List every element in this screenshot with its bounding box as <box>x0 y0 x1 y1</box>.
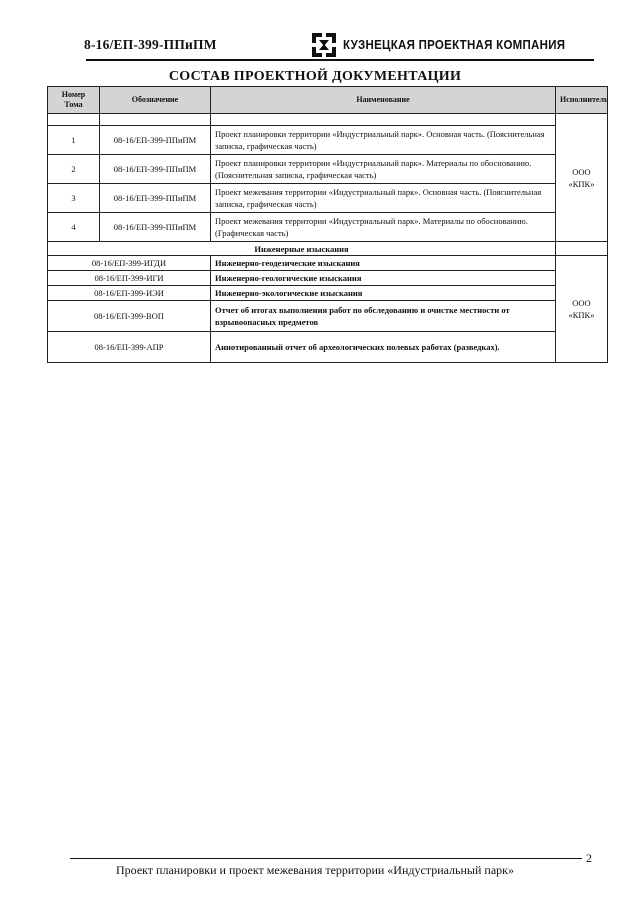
survey-row <box>48 271 608 286</box>
header-volume-number: Номер Тома <box>48 87 100 114</box>
developer-cell: ООО «КПК» <box>556 256 608 363</box>
document-name: Проект планировки территории «Индустриальный парк». Основная часть. (Пояснительная записка, графическая часть) <box>211 126 556 155</box>
volume-number: 1 <box>48 126 100 155</box>
table-row <box>48 213 608 242</box>
company-name: КУЗНЕЦКАЯ ПРОЕКТНАЯ КОМПАНИЯ <box>343 38 566 52</box>
volume-number: 4 <box>48 213 100 242</box>
designation: 08-16/ЕП-399-ППиПМ <box>100 213 211 242</box>
developer-cell: ООО «КПК» <box>556 114 608 242</box>
header-divider <box>86 59 594 61</box>
table-row <box>48 155 608 184</box>
survey-row <box>48 256 608 271</box>
header-developer: Исполнитель <box>556 87 608 114</box>
kpk-logo-icon <box>312 33 336 57</box>
footer-divider <box>70 858 582 859</box>
section-row <box>48 242 608 256</box>
survey-row <box>48 286 608 301</box>
designation: 08-16/ЕП-399-ППиПМ <box>100 126 211 155</box>
designation: 08-16/ЕП-399-ИГДИ <box>48 256 211 271</box>
designation: 08-16/ЕП-399-ИГИ <box>48 271 211 286</box>
footer-title: Проект планировки и проект межевания территории «Индустриальный парк» <box>116 863 514 877</box>
designation: 08-16/ЕП-399-АПР <box>48 332 211 363</box>
document-name: Проект планировки территории «Индустриальный парк». Материалы по обоснованию. (Пояснительная записка, графическая часть) <box>211 155 556 184</box>
table-spacer-row <box>48 114 608 126</box>
designation: 08-16/ЕП-399-ИЭИ <box>48 286 211 301</box>
survey-row <box>48 332 608 363</box>
document-name: Аннотированный отчет об археологических полевых работах (разведках). <box>211 332 556 363</box>
section-title: Инженерные изыскания <box>48 242 556 256</box>
volume-number: 3 <box>48 184 100 213</box>
document-title: СОСТАВ ПРОЕКТНОЙ ДОКУМЕНТАЦИИ <box>168 69 462 84</box>
designation: 08-16/ЕП-399-ВОП <box>48 301 211 332</box>
table-row <box>48 184 608 213</box>
document-name: Инженерно-геодезические изыскания <box>211 256 556 271</box>
volume-number: 2 <box>48 155 100 184</box>
document-name: Инженерно-геологические изыскания <box>211 271 556 286</box>
documentation-table <box>47 86 608 363</box>
document-name: Отчет об итогах выполнения работ по обследованию и очистке местности от взрывоопасных предметов <box>211 301 556 332</box>
header-name: Наименование <box>211 87 556 114</box>
document-name: Проект межевания территории «Индустриальный парк». Материалы по обоснованию. (Графическая часть) <box>211 213 556 242</box>
table-row <box>48 126 608 155</box>
header-designation: Обозначение <box>100 87 211 114</box>
designation: 08-16/ЕП-399-ППиПМ <box>100 184 211 213</box>
designation: 08-16/ЕП-399-ППиПМ <box>100 155 211 184</box>
survey-row <box>48 301 608 332</box>
table-header-row <box>48 87 608 114</box>
page-number: 2 <box>586 851 592 865</box>
document-code: 8-16/ЕП-399-ППиПМ <box>84 37 217 52</box>
document-name: Инженерно-экологические изыскания <box>211 286 556 301</box>
document-name: Проект межевания территории «Индустриальный парк». Основная часть. (Пояснительная записка, графическая часть) <box>211 184 556 213</box>
